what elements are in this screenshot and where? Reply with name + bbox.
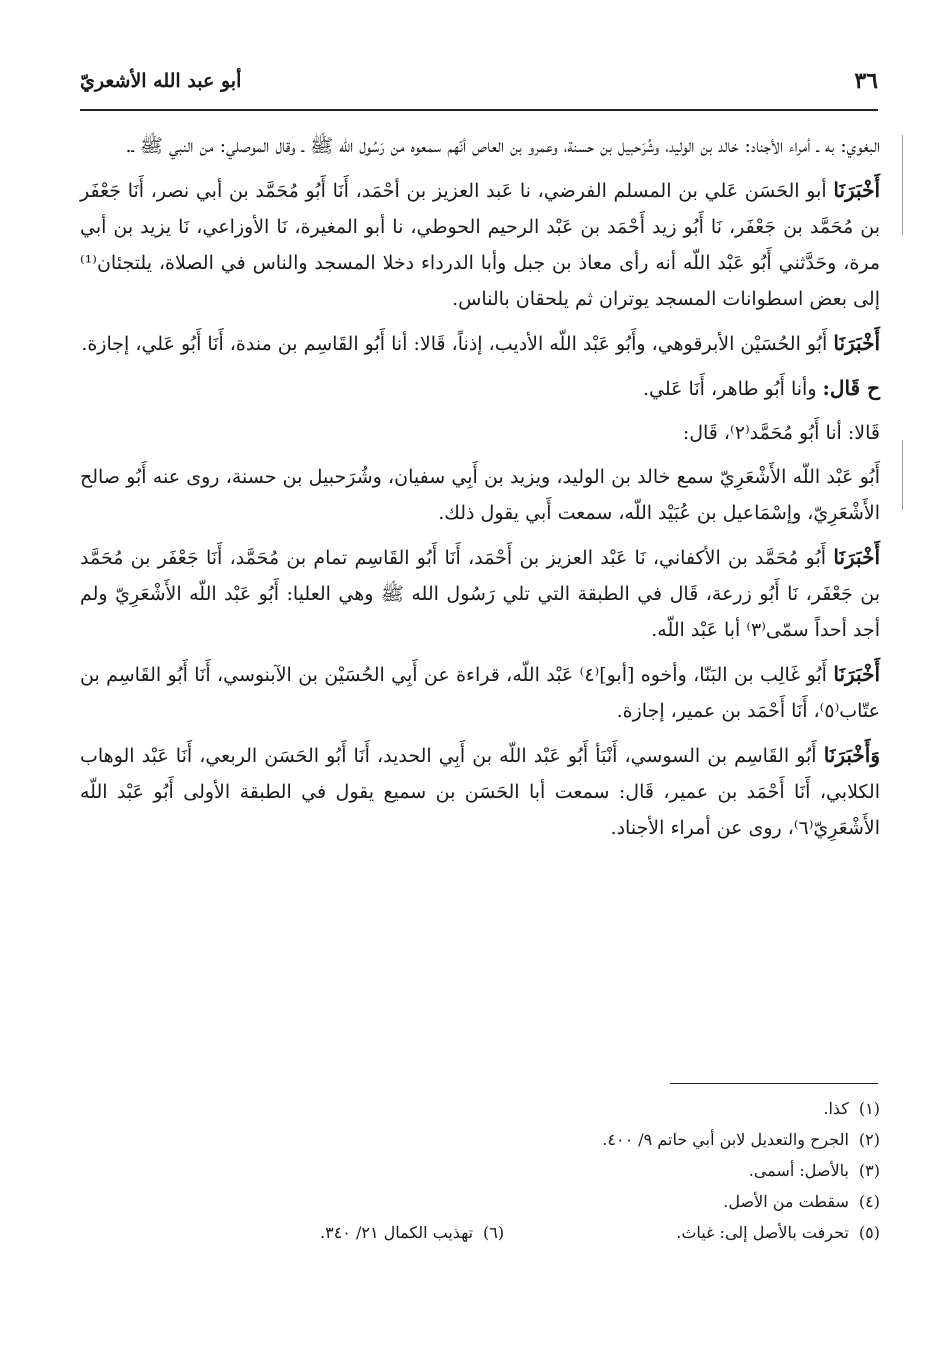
paragraph-text: أَبُو القَاسِم بن السوسي، أَنْبَأ أَبُو عَبْد اللّه بن أَبِي الحديد، أَنَا أَبُو الحَسَن الربعي، أَنَا عَبْد الوهاب الكلابي، أَنَا أَحْمَد بن عمير، قَال: سمعت أبا الحَسَن بن سميع يقول في الطبقة الأولى أَبُو عَبْد اللّه الأَشْعَرِيّ⁽٦⁾، روى عن أمراء الأجناد.	[80, 745, 880, 839]
paragraph-text: قَالا: أنا أَبُو مُحَمَّد⁽٢⁾، قَال:	[682, 422, 880, 444]
paragraph-text: أَبُو الحُسَيْن الأبرقوهي، وأَبُو عَبْد اللّه الأديب، إذناً، قَالا: أنا أَبُو القَاسِم بن مندة، أَنَا أَبُو عَلي، إجازة.	[81, 333, 828, 355]
footnote	[676, 1217, 880, 1248]
footnote	[80, 1093, 880, 1124]
footnote-number: (٤)	[858, 1192, 880, 1211]
footnote-number: (٦)	[483, 1223, 505, 1242]
main-text	[80, 128, 880, 854]
footnote-text: كذا.	[823, 1099, 849, 1118]
paragraph-lead: أَخْبَرَنَا	[833, 331, 880, 355]
footnote-number: (٢)	[858, 1130, 880, 1149]
paragraph	[80, 459, 880, 531]
footnote-number: (١)	[858, 1099, 880, 1118]
margin-line	[902, 440, 903, 510]
paragraph-lead: أَخْبَرَنَا	[833, 662, 880, 686]
footnote-number: (٣)	[858, 1161, 880, 1180]
paragraph	[80, 128, 880, 164]
footnote-rule	[670, 1083, 878, 1084]
paragraph	[80, 325, 880, 362]
paragraph-lead: ح قَال:	[822, 376, 880, 400]
footnote	[80, 1155, 880, 1186]
paragraph-lead: وَأَخْبَرَنَا	[823, 743, 880, 767]
paragraph	[80, 370, 880, 407]
paragraph-lead: أَخْبَرَنَا	[833, 178, 880, 202]
footnote-number: (٥)	[858, 1223, 880, 1242]
running-title: أبو عبد الله الأشعريّ	[80, 70, 242, 92]
header-rule	[80, 109, 878, 111]
footnotes	[80, 1093, 880, 1248]
paragraph-text: وأنا أَبُو طاهر، أَنَا عَلي.	[643, 378, 817, 400]
paragraph-text: أَبُو غَالِب بن البَنّا، وأخوه [أبو]⁽٤⁾ عَبْد اللّه، قراءة عن أَبِي الحُسَيْن بن الآبنوسي، أَنَا أَبُو القَاسِم بن عتّاب⁽٥⁾، أَنَا أَحْمَد بن عمير، إجازة.	[80, 664, 880, 722]
paragraph-text: أبو الحَسَن عَلي بن المسلم الفرضي، نا عَبد العزيز بن أحْمَد، أَنَا أَبُو مُحَمَّد بن أبي نصر، أَنَا جَعْفَر بن مُحَمَّد بن جَعْفَر، نَا أَبُو زيد أَحْمَد بن عَبْد الرحيم الحوطي، نا أبو المغيرة، نَا الأوزاعي، نَا يزيد بن أبي مرة، وحَدَّثني أَبُو عَبْد اللّه أنه رأى معاذ بن جبل وأبا الدرداء دخلا المسجد والناس في الصلاة، يلتجئان⁽¹⁾ إلى بعض اسطوانات المسجد يوتران ثم يلحقان بالناس.	[80, 180, 880, 310]
margin-line	[902, 135, 903, 235]
footnote-text: سقطت من الأصل.	[723, 1192, 849, 1211]
paragraph-text: أَبُو مُحَمَّد بن الأكفاني، نَا عَبْد العزيز بن أَحْمَد، أَنَا أَبُو القَاسِم تمام بن مُحَمَّد، أَنَا جَعْفَر بن مُحَمَّد بن جَعْفَر، نَا أَبُو زرعة، قَال في الطبقة التي تلي رَسُول الله ﷺ وهي العليا: أَبُو عَبْد اللّه الأَشْعَرِيّ ولم أجد أحداً سمّى⁽٣⁾ أبا عَبْد اللّه.	[80, 547, 880, 641]
footnote-text: بالأصل: أسمى.	[748, 1161, 849, 1180]
page-number: ٣٦	[854, 68, 878, 94]
page-header	[80, 68, 878, 108]
paragraph	[80, 415, 880, 451]
paragraph	[80, 656, 880, 729]
footnote-text: الجرح والتعديل لابن أبي حاتم ٩/ ٤٠٠.	[602, 1130, 849, 1149]
footnote	[320, 1217, 504, 1248]
paragraph-lead: أَخْبَرَنَا	[833, 545, 880, 569]
footnote-row	[320, 1217, 880, 1248]
footnote-text: تحرفت بالأصل إلى: غياث.	[676, 1223, 849, 1242]
footnote	[80, 1186, 880, 1217]
footnote	[80, 1124, 880, 1155]
paragraph	[80, 172, 880, 317]
paragraph-text: البغوي: به ـ أمراء الأجناد: خالد بن الوليد، وشُرَحبيل بن حسنة، وعمرو بن العاص أنّهم سمعوه من رَسُول الله ﷺ ـ وقال الموصلي: من النبي ﷺ ـ.	[125, 135, 880, 157]
paragraph	[80, 737, 880, 846]
paragraph	[80, 539, 880, 648]
footnote-text: تهذيب الكمال ٢١/ ٣٤٠.	[320, 1223, 474, 1242]
paragraph-text: أَبُو عَبْد اللّه الأَشْعَرِيّ سمع خالد بن الوليد، ويزيد بن أَبِي سفيان، وشُرَحبيل بن حسنة، روى عنه أَبُو صالح الأَشْعَرِيّ، وإسْمَاعيل بن عُبَيْد اللّه، سمعت أَبي يقول ذلك.	[80, 466, 880, 524]
